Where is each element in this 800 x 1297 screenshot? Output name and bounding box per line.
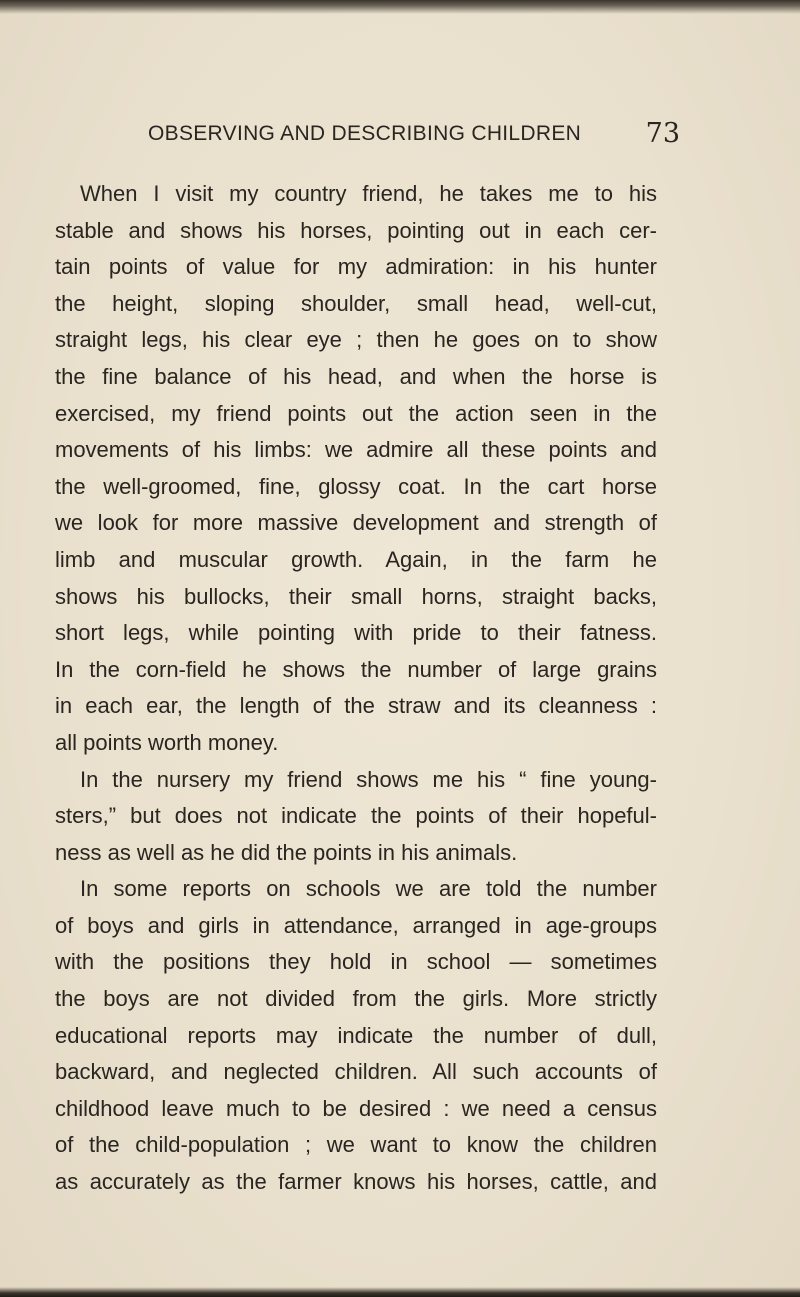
text-line: tain points of value for my admiration: in his hunter xyxy=(55,254,657,280)
text-line: ness as well as he did the points in his animals. xyxy=(55,839,518,865)
page-top-edge xyxy=(0,0,800,14)
text-line: of the child-population ; we want to know the children xyxy=(55,1132,657,1158)
text-line: backward, and neglected children. All such accounts of xyxy=(55,1059,657,1085)
text-line: as accurately as the farmer knows his horses, cattle, and xyxy=(55,1169,657,1195)
body-text xyxy=(55,176,657,1201)
text-line: When I visit my country friend, he takes me to his xyxy=(80,181,657,206)
page-bottom-edge xyxy=(0,1287,800,1297)
text-line: limb and muscular growth. Again, in the farm he xyxy=(55,546,657,572)
text-line: the height, sloping shoulder, small head, well-cut, xyxy=(55,290,657,316)
text-line: we look for more massive development and strength of xyxy=(55,510,657,536)
running-head xyxy=(148,118,680,158)
text-line: In some reports on schools we are told the number xyxy=(80,876,657,902)
running-head-title: OBSERVING AND DESCRIBING CHILDREN xyxy=(148,122,582,145)
text-line: the fine balance of his head, and when the horse is xyxy=(55,363,657,389)
text-line: childhood leave much to be desired : we need a census xyxy=(55,1095,657,1121)
text-line: In the nursery my friend shows me his “ fine young- xyxy=(80,766,657,792)
text-line: of boys and girls in attendance, arranged in age-groups xyxy=(55,912,657,938)
text-line: the boys are not divided from the girls. More strictly xyxy=(55,986,657,1012)
text-line: with the positions they hold in school — sometimes xyxy=(55,949,657,975)
text-line: shows his bullocks, their small horns, straight backs, xyxy=(55,583,657,609)
text-line: the well-groomed, fine, glossy coat. In the cart horse xyxy=(55,473,657,499)
text-line: movements of his limbs: we admire all these points and xyxy=(55,437,657,463)
page-number: 73 xyxy=(645,118,680,149)
text-line: short legs, while pointing with pride to their fatness. xyxy=(55,620,657,646)
text-line: all points worth money. xyxy=(55,729,279,755)
text-line: sters,” but does not indicate the points of their hopeful- xyxy=(55,803,657,829)
text-line: exercised, my friend points out the action seen in the xyxy=(55,400,657,426)
text-line: In the corn-field he shows the number of large grains xyxy=(55,656,657,682)
text-line: educational reports may indicate the number of dull, xyxy=(55,1022,657,1048)
text-line: in each ear, the length of the straw and its cleanness : xyxy=(55,693,657,719)
text-line: stable and shows his horses, pointing out in each cer- xyxy=(55,217,657,243)
text-line: straight legs, his clear eye ; then he goes on to show xyxy=(55,327,657,353)
